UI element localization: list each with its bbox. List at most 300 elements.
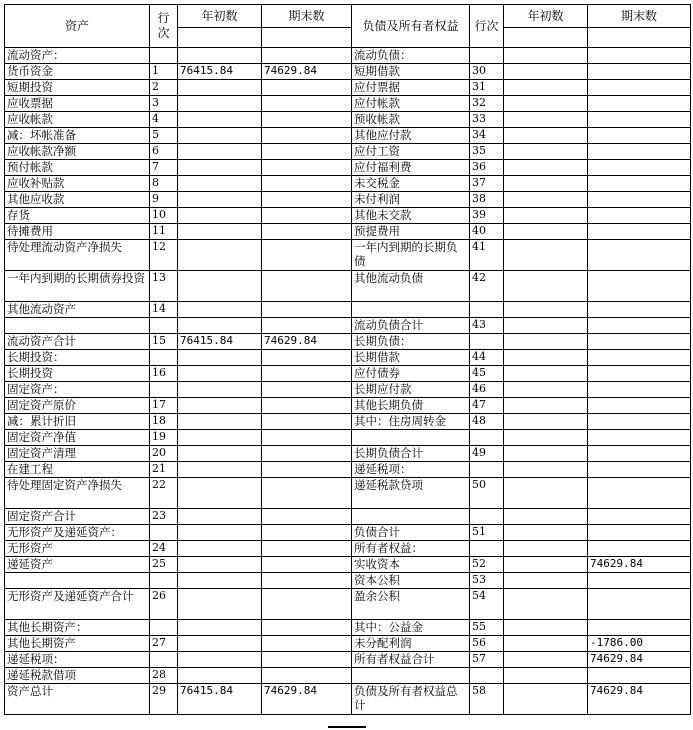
asset-beginning-value <box>178 430 262 446</box>
asset-ending-value <box>262 160 352 176</box>
asset-label: 固定资产： <box>5 382 150 398</box>
liability-line-no: 49 <box>470 446 504 462</box>
liability-ending-value: 74629.84 <box>588 652 691 668</box>
liability-line-no <box>470 430 504 446</box>
table-row <box>5 446 691 462</box>
asset-line-no: 11 <box>150 224 178 240</box>
liability-beginning-value <box>504 382 588 398</box>
liability-label: 实收资本 <box>352 557 470 573</box>
asset-beginning-value <box>178 350 262 366</box>
liability-label: 未交税金 <box>352 176 470 192</box>
asset-line-no: 23 <box>150 509 178 525</box>
liability-line-no: 46 <box>470 382 504 398</box>
asset-beginning-value <box>178 318 262 334</box>
liability-beginning-value <box>504 80 588 96</box>
asset-line-no: 14 <box>150 302 178 318</box>
asset-label: 减：坏帐准备 <box>5 128 150 144</box>
liability-ending-value <box>588 398 691 414</box>
liability-beginning-value <box>504 589 588 620</box>
asset-ending-value <box>262 462 352 478</box>
liability-ending-value <box>588 96 691 112</box>
header-beginning-right: 年初数 <box>504 5 588 28</box>
asset-beginning-value <box>178 240 262 271</box>
asset-ending-value <box>262 478 352 509</box>
asset-line-no: 7 <box>150 160 178 176</box>
liability-ending-value: -1786.00 <box>588 636 691 652</box>
asset-line-no: 16 <box>150 366 178 382</box>
liability-beginning-value <box>504 573 588 589</box>
asset-label: 无形资产及递延资产合计 <box>5 589 150 620</box>
liability-beginning-value <box>504 96 588 112</box>
header-blank-cell <box>178 28 262 48</box>
table-row <box>5 271 691 302</box>
liability-label: 预收帐款 <box>352 112 470 128</box>
asset-label: 递延税款借项 <box>5 668 150 684</box>
asset-ending-value <box>262 398 352 414</box>
liability-line-no: 32 <box>470 96 504 112</box>
table-row <box>5 144 691 160</box>
asset-label: 应收补贴款 <box>5 176 150 192</box>
liability-beginning-value <box>504 541 588 557</box>
header-row <box>5 5 691 28</box>
liability-label: 其他未交款 <box>352 208 470 224</box>
asset-label: 待摊费用 <box>5 224 150 240</box>
liability-beginning-value <box>504 240 588 271</box>
asset-line-no: 4 <box>150 112 178 128</box>
asset-label: 应收帐款净额 <box>5 144 150 160</box>
liability-line-no: 52 <box>470 557 504 573</box>
asset-ending-value <box>262 652 352 668</box>
asset-label: 长期投资 <box>5 366 150 382</box>
asset-beginning-value <box>178 525 262 541</box>
asset-line-no: 22 <box>150 478 178 509</box>
asset-ending-value <box>262 302 352 318</box>
asset-ending-value <box>262 636 352 652</box>
liability-beginning-value <box>504 176 588 192</box>
asset-ending-value <box>262 366 352 382</box>
liability-beginning-value <box>504 192 588 208</box>
asset-line-no <box>150 382 178 398</box>
asset-beginning-value <box>178 620 262 636</box>
asset-beginning-value <box>178 366 262 382</box>
asset-ending-value <box>262 192 352 208</box>
liability-line-no: 41 <box>470 240 504 271</box>
asset-label: 预付帐款 <box>5 160 150 176</box>
liability-ending-value <box>588 208 691 224</box>
asset-beginning-value <box>178 176 262 192</box>
liability-ending-value <box>588 176 691 192</box>
asset-label: 存货 <box>5 208 150 224</box>
asset-beginning-value <box>178 446 262 462</box>
table-row <box>5 557 691 573</box>
liability-beginning-value <box>504 144 588 160</box>
asset-ending-value <box>262 668 352 684</box>
table-row <box>5 684 691 715</box>
asset-beginning-value <box>178 573 262 589</box>
liability-label: 资本公积 <box>352 573 470 589</box>
liability-label: 预提费用 <box>352 224 470 240</box>
table-row <box>5 589 691 620</box>
asset-line-no: 28 <box>150 668 178 684</box>
asset-line-no: 15 <box>150 334 178 350</box>
liability-label: 递延税款贷项 <box>352 478 470 509</box>
table-row <box>5 208 691 224</box>
liability-ending-value <box>588 160 691 176</box>
asset-ending-value <box>262 240 352 271</box>
header-ending: 期末数 <box>262 5 352 28</box>
asset-beginning-value <box>178 112 262 128</box>
table-row <box>5 96 691 112</box>
liability-ending-value <box>588 144 691 160</box>
asset-ending-value <box>262 589 352 620</box>
asset-ending-value <box>262 430 352 446</box>
table-row <box>5 224 691 240</box>
asset-line-no: 26 <box>150 589 178 620</box>
liability-label: 所有者权益合计 <box>352 652 470 668</box>
asset-label: 固定资产合计 <box>5 509 150 525</box>
liability-line-no: 47 <box>470 398 504 414</box>
asset-label: 资产总计 <box>5 684 150 715</box>
asset-line-no <box>150 48 178 64</box>
liability-ending-value <box>588 112 691 128</box>
liability-line-no: 42 <box>470 271 504 302</box>
liability-line-no: 53 <box>470 573 504 589</box>
liability-label: 应付帐款 <box>352 96 470 112</box>
liability-line-no: 38 <box>470 192 504 208</box>
asset-label: 无形资产 <box>5 541 150 557</box>
liability-line-no: 36 <box>470 160 504 176</box>
asset-ending-value <box>262 509 352 525</box>
asset-line-no: 19 <box>150 430 178 446</box>
asset-line-no <box>150 620 178 636</box>
liability-line-no <box>470 541 504 557</box>
table-row <box>5 128 691 144</box>
liability-ending-value <box>588 192 691 208</box>
asset-line-no: 18 <box>150 414 178 430</box>
liability-beginning-value <box>504 334 588 350</box>
asset-beginning-value <box>178 80 262 96</box>
asset-beginning-value <box>178 160 262 176</box>
liability-line-no: 54 <box>470 589 504 620</box>
asset-line-no: 21 <box>150 462 178 478</box>
header-line-no-right: 行次 <box>470 5 504 48</box>
liability-label: 流动负债： <box>352 48 470 64</box>
header-assets: 资产 <box>5 5 150 48</box>
asset-ending-value <box>262 96 352 112</box>
asset-line-no: 13 <box>150 271 178 302</box>
liability-beginning-value <box>504 684 588 715</box>
asset-beginning-value <box>178 128 262 144</box>
liability-line-no: 51 <box>470 525 504 541</box>
asset-beginning-value <box>178 668 262 684</box>
header-liabilities: 负债及所有者权益 <box>352 5 470 48</box>
liability-label: 递延税项： <box>352 462 470 478</box>
table-row <box>5 541 691 557</box>
asset-beginning-value <box>178 382 262 398</box>
liability-label: 一年内到期的长期负债 <box>352 240 470 271</box>
asset-beginning-value <box>178 224 262 240</box>
asset-ending-value <box>262 128 352 144</box>
table-row <box>5 430 691 446</box>
liability-label <box>352 302 470 318</box>
asset-ending-value <box>262 541 352 557</box>
table-row <box>5 350 691 366</box>
liability-line-no <box>470 462 504 478</box>
header-blank-cell <box>504 28 588 48</box>
liability-label: 负债合计 <box>352 525 470 541</box>
asset-line-no: 8 <box>150 176 178 192</box>
liability-ending-value <box>588 128 691 144</box>
header-blank-cell <box>588 28 691 48</box>
asset-label: 待处理流动资产净损失 <box>5 240 150 271</box>
liability-beginning-value <box>504 48 588 64</box>
asset-ending-value <box>262 144 352 160</box>
liability-ending-value <box>588 462 691 478</box>
liability-ending-value <box>588 573 691 589</box>
asset-label: 货币资金 <box>5 64 150 80</box>
asset-label: 一年内到期的长期债券投资 <box>5 271 150 302</box>
liability-beginning-value <box>504 557 588 573</box>
liability-line-no: 58 <box>470 684 504 715</box>
liability-label: 其他长期负债 <box>352 398 470 414</box>
asset-beginning-value <box>178 144 262 160</box>
asset-line-no: 5 <box>150 128 178 144</box>
liability-label <box>352 668 470 684</box>
table-row <box>5 573 691 589</box>
asset-ending-value <box>262 350 352 366</box>
asset-ending-value: 74629.84 <box>262 64 352 80</box>
liability-ending-value <box>588 271 691 302</box>
table-row <box>5 366 691 382</box>
asset-label: 减：累计折旧 <box>5 414 150 430</box>
liability-label: 流动负债合计 <box>352 318 470 334</box>
table-row <box>5 318 691 334</box>
asset-line-no: 1 <box>150 64 178 80</box>
asset-line-no: 9 <box>150 192 178 208</box>
liability-label: 长期负债： <box>352 334 470 350</box>
liability-line-no: 34 <box>470 128 504 144</box>
liability-ending-value <box>588 334 691 350</box>
asset-label: 其他长期资产： <box>5 620 150 636</box>
liability-label: 负债及所有者权益总计 <box>352 684 470 715</box>
liability-beginning-value <box>504 112 588 128</box>
table-row <box>5 112 691 128</box>
asset-beginning-value <box>178 509 262 525</box>
asset-label: 无形资产及递延资产： <box>5 525 150 541</box>
table-row <box>5 80 691 96</box>
asset-line-no <box>150 350 178 366</box>
asset-beginning-value <box>178 414 262 430</box>
liability-line-no: 48 <box>470 414 504 430</box>
liability-ending-value <box>588 80 691 96</box>
liability-ending-value <box>588 430 691 446</box>
liability-label: 其他应付款 <box>352 128 470 144</box>
asset-ending-value <box>262 382 352 398</box>
asset-label: 固定资产清理 <box>5 446 150 462</box>
liability-label: 短期借款 <box>352 64 470 80</box>
liability-label <box>352 430 470 446</box>
liability-line-no: 33 <box>470 112 504 128</box>
asset-ending-value: 74629.84 <box>262 334 352 350</box>
liability-ending-value <box>588 366 691 382</box>
liability-ending-value <box>588 64 691 80</box>
asset-ending-value <box>262 112 352 128</box>
liability-beginning-value <box>504 652 588 668</box>
asset-beginning-value: 76415.84 <box>178 684 262 715</box>
liability-line-no: 55 <box>470 620 504 636</box>
asset-beginning-value: 76415.84 <box>178 64 262 80</box>
liability-ending-value <box>588 525 691 541</box>
liability-beginning-value <box>504 224 588 240</box>
asset-ending-value <box>262 446 352 462</box>
liability-label: 长期负债合计 <box>352 446 470 462</box>
liability-beginning-value <box>504 128 588 144</box>
liability-beginning-value <box>504 366 588 382</box>
asset-beginning-value <box>178 652 262 668</box>
table-row <box>5 478 691 509</box>
asset-beginning-value <box>178 557 262 573</box>
balance-sheet-table <box>4 4 691 715</box>
table-row <box>5 525 691 541</box>
balance-sheet-body <box>5 5 691 715</box>
liability-beginning-value <box>504 398 588 414</box>
liability-label: 盈余公积 <box>352 589 470 620</box>
asset-line-no <box>150 318 178 334</box>
liability-label: 应付票据 <box>352 80 470 96</box>
asset-ending-value <box>262 176 352 192</box>
header-line-no: 行次 <box>150 5 178 48</box>
liability-label: 应付工资 <box>352 144 470 160</box>
liability-line-no: 37 <box>470 176 504 192</box>
liability-line-no: 56 <box>470 636 504 652</box>
liability-beginning-value <box>504 208 588 224</box>
asset-ending-value <box>262 620 352 636</box>
asset-line-no: 12 <box>150 240 178 271</box>
table-row <box>5 302 691 318</box>
liability-beginning-value <box>504 620 588 636</box>
asset-label: 其他应收款 <box>5 192 150 208</box>
liability-label: 其他流动负债 <box>352 271 470 302</box>
table-row <box>5 176 691 192</box>
table-row <box>5 382 691 398</box>
liability-label: 未分配利润 <box>352 636 470 652</box>
asset-ending-value <box>262 525 352 541</box>
asset-beginning-value <box>178 589 262 620</box>
asset-line-no <box>150 652 178 668</box>
liability-label: 其中：公益金 <box>352 620 470 636</box>
asset-line-no: 6 <box>150 144 178 160</box>
asset-label: 流动资产： <box>5 48 150 64</box>
asset-ending-value <box>262 208 352 224</box>
liability-ending-value <box>588 350 691 366</box>
liability-line-no <box>470 509 504 525</box>
asset-ending-value <box>262 557 352 573</box>
liability-beginning-value <box>504 668 588 684</box>
asset-beginning-value <box>178 192 262 208</box>
asset-ending-value <box>262 271 352 302</box>
asset-line-no <box>150 525 178 541</box>
liability-beginning-value <box>504 430 588 446</box>
asset-label: 在建工程 <box>5 462 150 478</box>
asset-label: 固定资产净值 <box>5 430 150 446</box>
table-row <box>5 509 691 525</box>
liability-ending-value <box>588 478 691 509</box>
asset-line-no: 3 <box>150 96 178 112</box>
liability-line-no: 50 <box>470 478 504 509</box>
liability-beginning-value <box>504 446 588 462</box>
asset-line-no: 20 <box>150 446 178 462</box>
liability-line-no <box>470 302 504 318</box>
asset-label <box>5 573 150 589</box>
asset-label: 递延资产 <box>5 557 150 573</box>
liability-line-no <box>470 334 504 350</box>
asset-line-no: 2 <box>150 80 178 96</box>
table-row <box>5 160 691 176</box>
liability-ending-value <box>588 620 691 636</box>
table-row <box>5 462 691 478</box>
liability-ending-value <box>588 668 691 684</box>
liability-line-no: 40 <box>470 224 504 240</box>
asset-ending-value: 74629.84 <box>262 684 352 715</box>
table-row <box>5 398 691 414</box>
asset-line-no: 24 <box>150 541 178 557</box>
liability-ending-value <box>588 589 691 620</box>
liability-line-no: 39 <box>470 208 504 224</box>
liability-ending-value <box>588 446 691 462</box>
asset-ending-value <box>262 318 352 334</box>
liability-beginning-value <box>504 64 588 80</box>
liability-beginning-value <box>504 525 588 541</box>
liability-beginning-value <box>504 271 588 302</box>
liability-label: 所有者权益： <box>352 541 470 557</box>
liability-line-no: 44 <box>470 350 504 366</box>
liability-ending-value: 74629.84 <box>588 684 691 715</box>
table-row <box>5 240 691 271</box>
asset-line-no: 17 <box>150 398 178 414</box>
table-row <box>5 64 691 80</box>
asset-label: 流动资产合计 <box>5 334 150 350</box>
table-row <box>5 334 691 350</box>
asset-beginning-value <box>178 271 262 302</box>
asset-beginning-value <box>178 398 262 414</box>
liability-beginning-value <box>504 414 588 430</box>
table-row <box>5 668 691 684</box>
liability-label: 其中：住房周转金 <box>352 414 470 430</box>
asset-label <box>5 318 150 334</box>
liability-line-no: 31 <box>470 80 504 96</box>
asset-label: 固定资产原价 <box>5 398 150 414</box>
table-row <box>5 636 691 652</box>
liability-beginning-value <box>504 636 588 652</box>
asset-ending-value <box>262 573 352 589</box>
page-bottom-rule <box>328 726 366 728</box>
asset-beginning-value <box>178 478 262 509</box>
liability-line-no: 43 <box>470 318 504 334</box>
liability-ending-value <box>588 414 691 430</box>
liability-label: 未付利润 <box>352 192 470 208</box>
liability-line-no <box>470 668 504 684</box>
liability-line-no: 45 <box>470 366 504 382</box>
table-row <box>5 620 691 636</box>
table-row <box>5 414 691 430</box>
asset-label: 递延税项： <box>5 652 150 668</box>
liability-label: 应付福利费 <box>352 160 470 176</box>
asset-label: 长期投资： <box>5 350 150 366</box>
liability-ending-value <box>588 541 691 557</box>
asset-beginning-value <box>178 208 262 224</box>
asset-line-no <box>150 573 178 589</box>
header-ending-right: 期末数 <box>588 5 691 28</box>
